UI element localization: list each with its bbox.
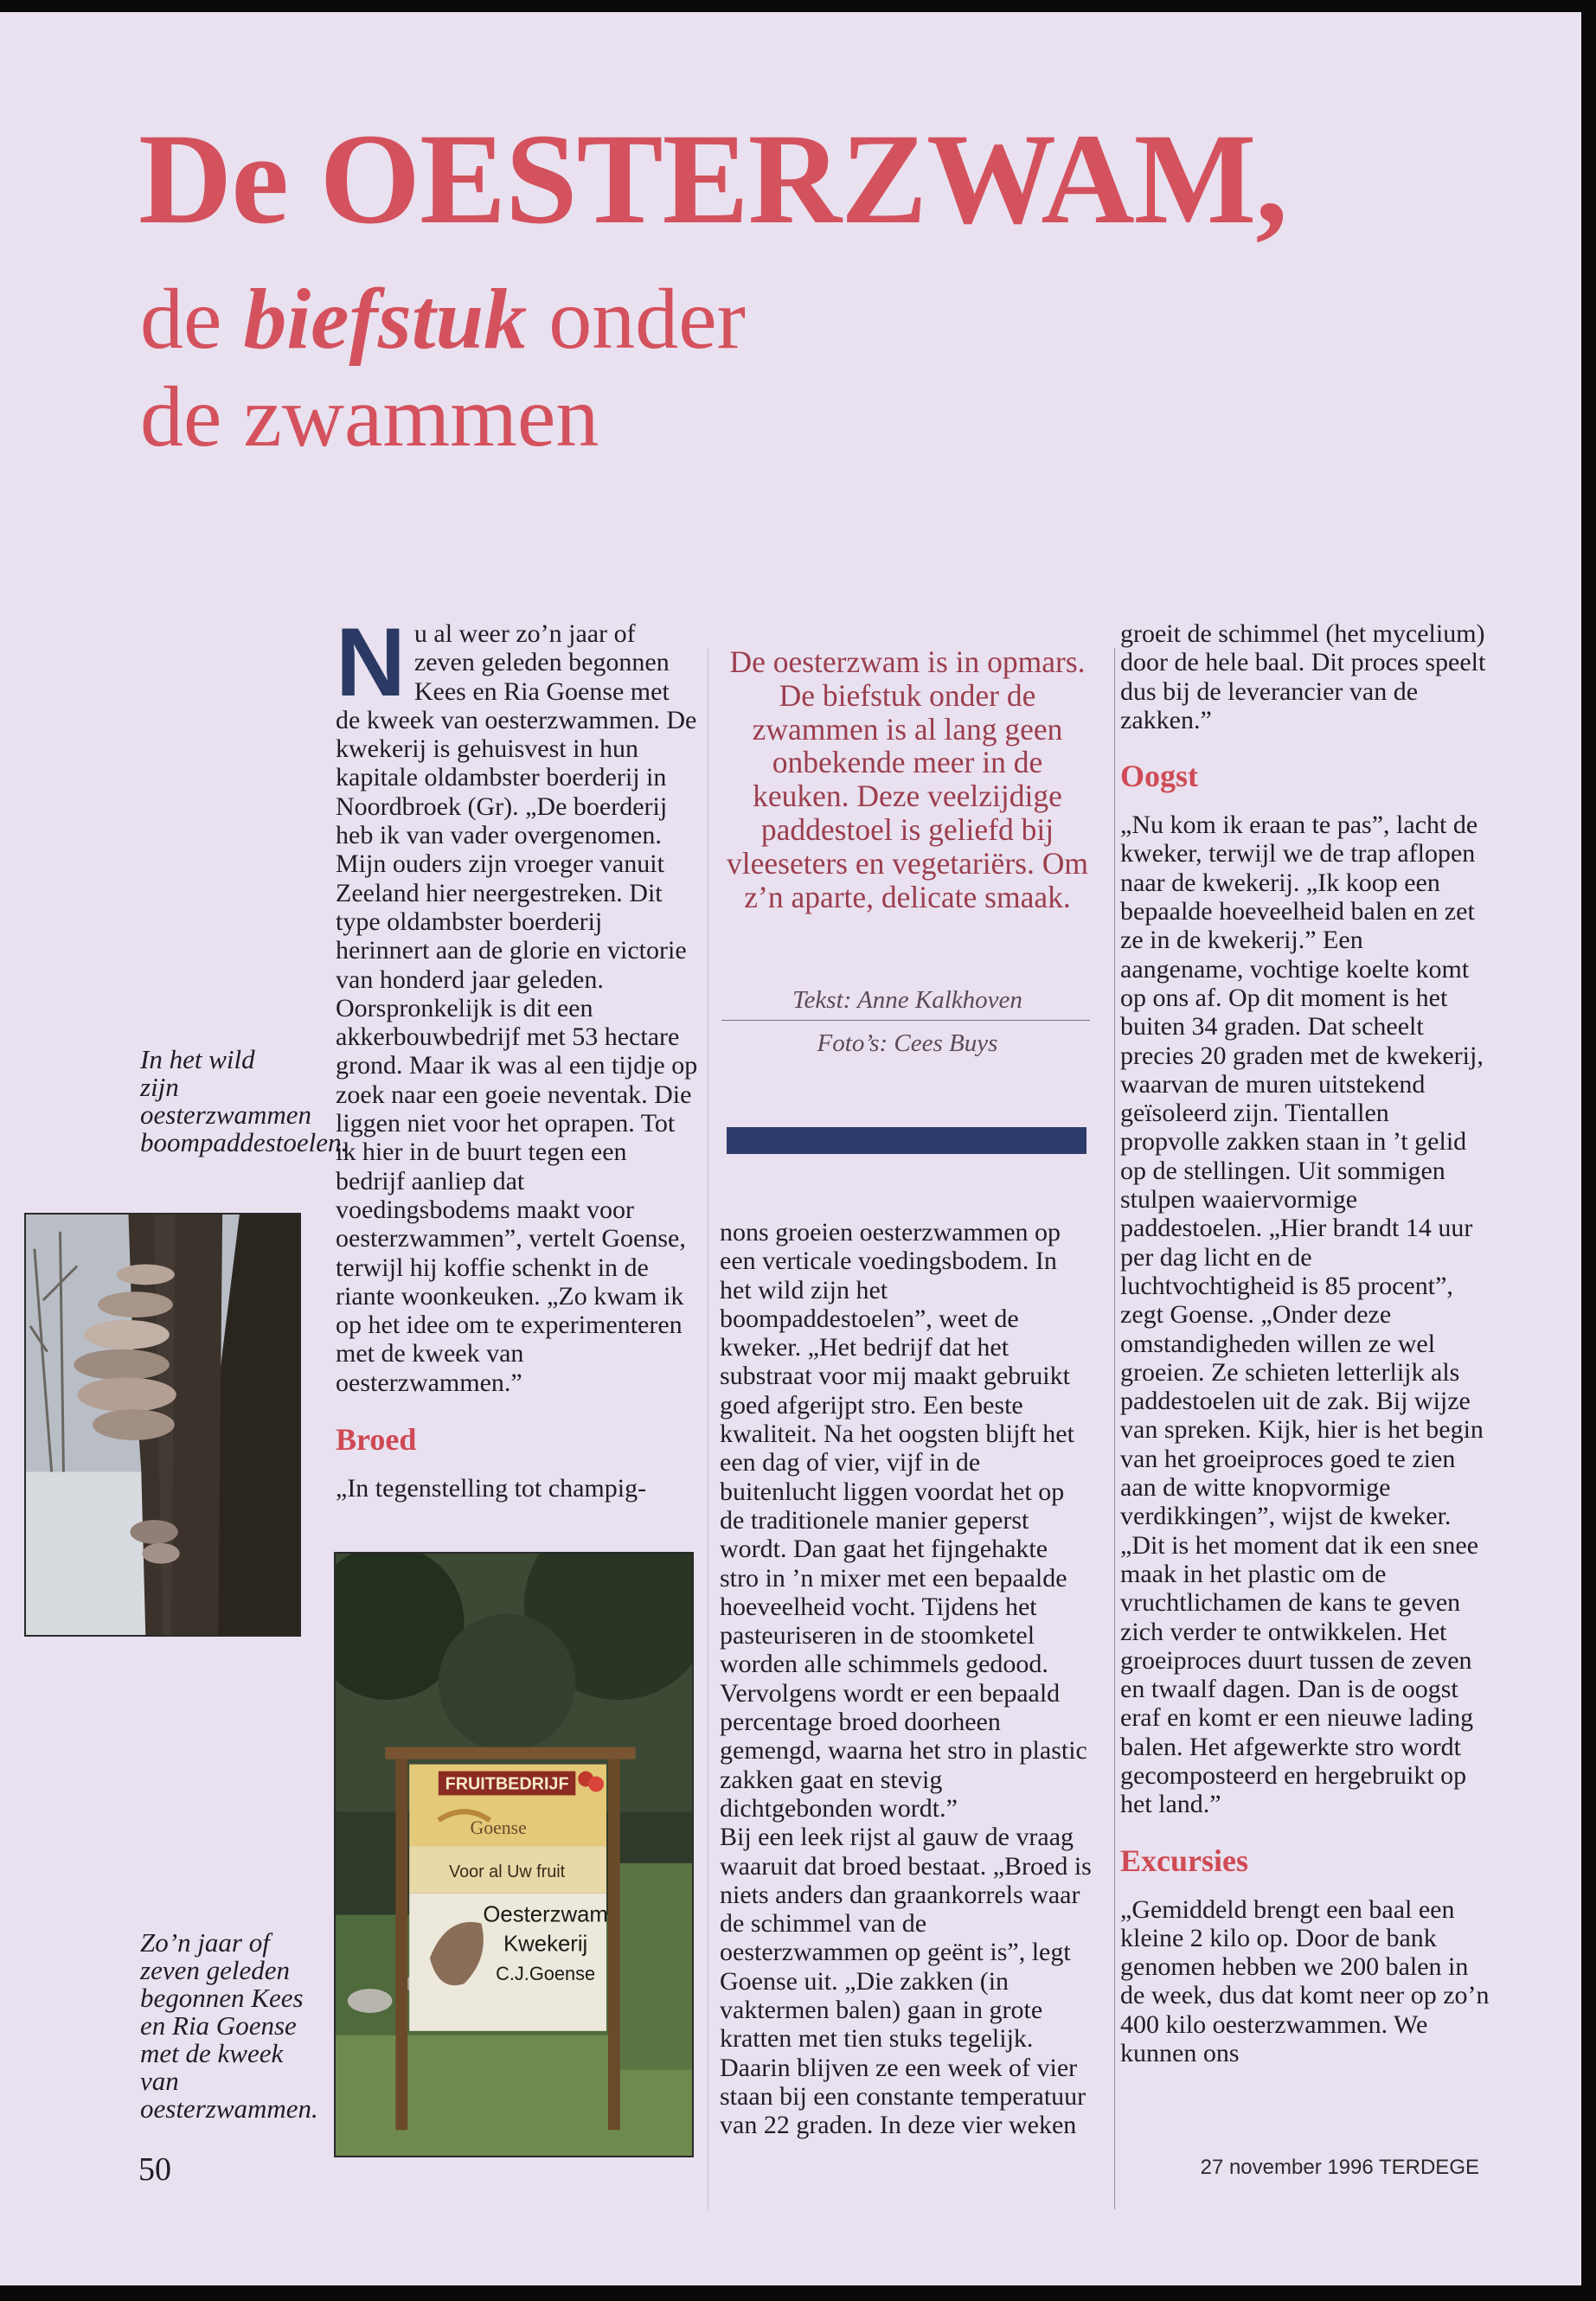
page-number: 50 [138, 2151, 171, 2188]
decorative-bar [727, 1127, 1086, 1154]
paragraph-7: „Gemiddeld brengt een baal een kleine 2 kilo op. Door de bank genomen hebben we 200 balen in de week, dus dat komt neer op zo’n 400 kilo oesterzwammen. We kunnen ons [1120, 1894, 1490, 2068]
photo-farm-sign [334, 1552, 694, 2157]
paragraph-1 [336, 608, 699, 1397]
column-3 [1120, 619, 1492, 2067]
subheading-oogst: Oogst [1120, 759, 1198, 794]
photo-tree-mushrooms [24, 1213, 301, 1637]
footer-issue: 27 november 1996 TERDEGE [1200, 2156, 1479, 2179]
drop-cap: N [336, 608, 406, 716]
title-line-2-suffix: onder [527, 271, 746, 367]
paragraph-3: nons groeien oesterzwammen op een verticale voedingsbodem. In het wild zijn het boompaddestoelen”, weet de kweker. „Het bedrijf dat het substraat voor mij maakt gebruikt goed afgerijpt stro. Een beste kwaliteit. Na het oogsten blijft het een dag of vier, vijf in de buitenlucht liggen voordat het op de traditionele manier geperst wordt. Dan gaat het fijngehakte stro in ’n mixer met een bepaalde hoeveelheid vocht. Tijdens het pasteuriseren in de stoomketel worden alle schimmels gedood. Vervolgens wordt er een bepaald percentage broed doorheen gemengd, waarna het stro in plastic zakken gaat en stevig dichtgebonden wordt.” [720, 1218, 1087, 1823]
title-line-2 [140, 271, 746, 367]
sign-line-1: FRUITBEDRIJF [445, 1774, 569, 1794]
subheading-broed: Broed [336, 1422, 417, 1458]
paragraph-2: „In tegenstelling tot champig- [336, 1474, 647, 1503]
column-2 [720, 1218, 1092, 2140]
sign-line-4: Oesterzwam [483, 1902, 608, 1927]
paragraph-5: groeit de schimmel (het mycelium) door de hele baal. Dit proces speelt dus bij de leverancier van de zakken.” [1120, 619, 1486, 734]
paragraph-4: Bij een leek rijst al gauw de vraag waaruit dat broed bestaat. „Broed is niets anders dan graankorrels waar de schimmel van de oesterzwammen op geënt is”, legt Goense uit. „Die zakken (in vaktermen balen) gaan in grote kratten met tien stuks tegelijk. Daarin blijven ze een week of vier staan bij een constante temperatuur van 22 graden. In deze vier weken [720, 1823, 1092, 2140]
title-line-1: De OESTERZWAM, [138, 107, 1287, 251]
column-1 [336, 608, 699, 1503]
magazine-page [0, 12, 1581, 2285]
title-emphasis: biefstuk [243, 271, 528, 367]
subheading-excursies: Excursies [1120, 1843, 1248, 1878]
credit-divider [721, 1020, 1090, 1021]
credit-photos: Foto’s: Cees Buys [817, 1029, 998, 1057]
sign-line-5: Kwekerij [503, 1932, 588, 1957]
title-line-2-prefix: de [140, 271, 244, 367]
caption-photo-2: Zo’n jaar of zeven geleden begonnen Kees en Ria Goense met de kweek van oesterzwammen. [140, 1927, 318, 2124]
title-line-3: de zwammen [140, 369, 599, 465]
sign-line-2: Goense [470, 1817, 527, 1839]
paragraph-1-text: u al weer zo’n jaar of zeven geleden begonnen Kees en Ria Goense met de kweek van oesterzwammen. De kwekerij is gehuisvest in hun kapitale oldambster boerderij in Noordbroek (Gr). „De boerderij heb ik van vader overgenomen. Mijn ouders zijn vroeger vanuit Zeeland hier neergestreken. Dit type oldambster boerderij herinnert aan de glorie en victorie van honderd jaar geleden. Oorspronkelijk is dit een akkerbouwbedrijf met 53 hectare grond. Maar ik was al een tijdje op zoek naar een goeie neventak. Die liggen niet voor het oprapen. Tot ik hier in de buurt tegen een bedrijf aanliep dat voedingsbodems maakt voor oesterzwammen”, vertelt Goense, terwijl hij koffie schenkt in de riante woonkeuken. „Zo kwam ik op het idee om te experimenteren met de kweek van oesterzwammen.” [336, 619, 698, 1397]
sign-line-3: Voor al Uw fruit [448, 1862, 566, 1881]
credit-text: Tekst: Anne Kalkhoven [792, 986, 1022, 1014]
intro-text: De oesterzwam is in opmars. De biefstuk onder de zwammen is al lang geen onbekende meer in de keuken. Deze veelzijdige paddestoel is geliefd bij vleeseters en vegetariërs. Om z’n aparte, delicate smaak. [727, 644, 1088, 914]
paragraph-6: „Nu kom ik eraan te pas”, lacht de kweker, terwijl we de trap aflopen naar de kwekerij. „Ik koop een bepaalde hoeveelheid balen en zet ze in de kwekerij.” Een aangename, vochtige koelte komt op ons af. Op dit moment is het buiten 34 graden. Dat scheelt precies 20 graden met de kwekerij, waarvan de muren uitstekend geïsoleerd zijn. Tientallen propvolle zakken staan in ’t gelid op de stellingen. Uit sommigen stulpen waaiervormige paddestoelen. „Hier brandt 14 uur per dag licht en de luchtvochtigheid is 85 procent”, zegt Goense. „Onder deze omstandigheden willen ze wel groeien. Ze schieten letterlijk als paddestoelen uit de zak. Bij wijze van spreken. Kijk, hier is het begin van het groeiproces goed te zien aan de witte knopvormige verdikkingen”, wijst de kweker. „Dit is het moment dat ik een snee maak in het plastic om de vruchtlichamen de kans te geven zich verder te ontwikkelen. Het groeiproces duurt tussen de zeven en twaalf dagen. Dan is de oogst eraf en komt er een nieuwe lading balen. Het afgewerkte stro wordt gecomposteerd en hergebruikt op het land.” [1120, 811, 1484, 1819]
column-divider-right [1114, 648, 1115, 2209]
caption-photo-1: In het wild zijn oesterzwammen boompaddestoelen. [140, 1044, 349, 1157]
sign-line-6: C.J.Goense [496, 1963, 596, 1985]
